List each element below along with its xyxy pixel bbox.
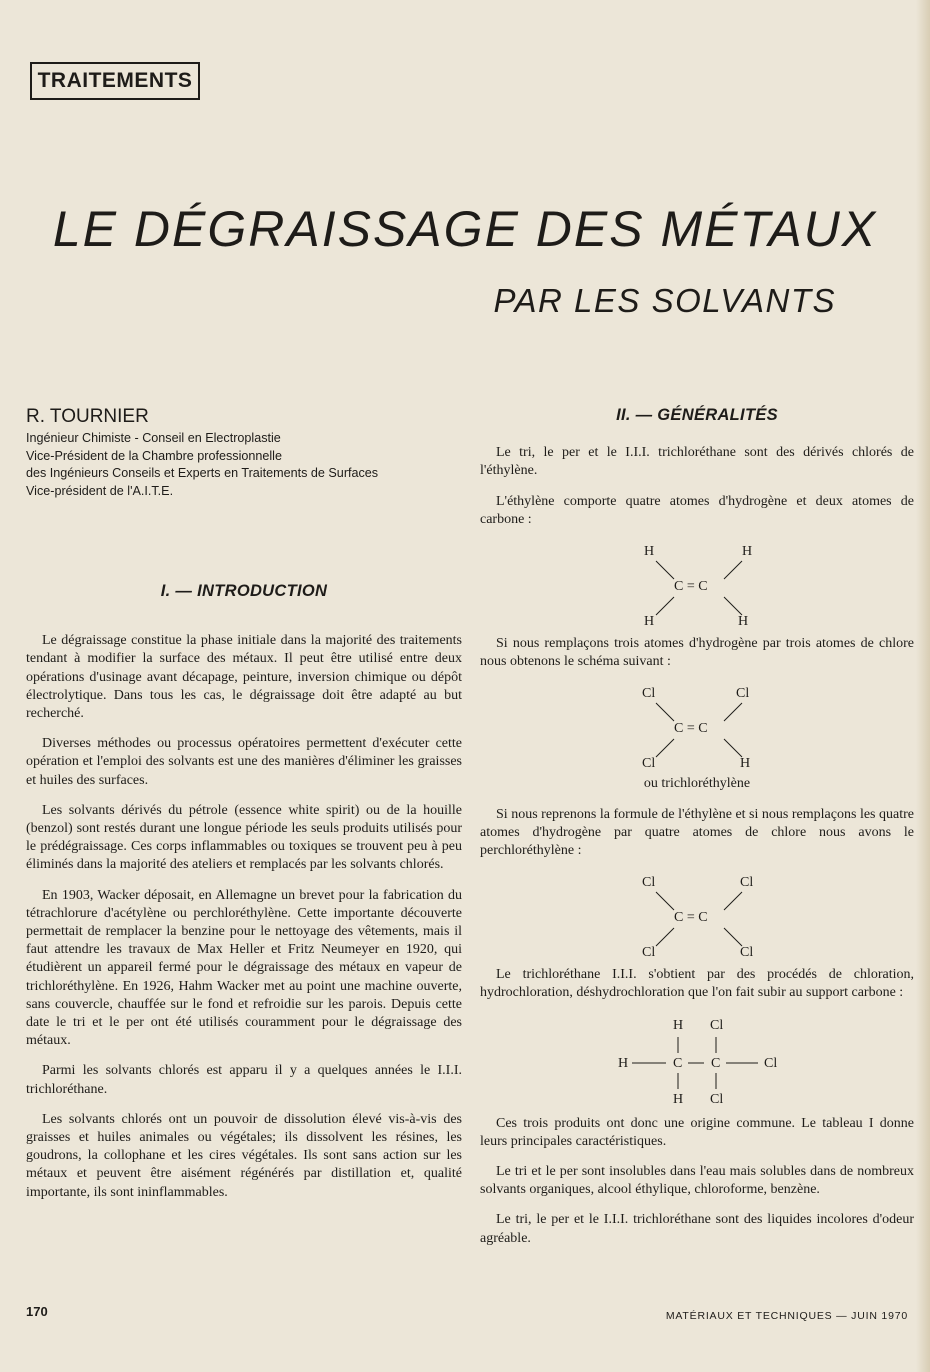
formula-atom: Cl: [642, 686, 656, 702]
formula-atom: H: [618, 1055, 629, 1071]
formula-caption: ou trichloréthylène: [643, 776, 751, 792]
formula-atom: H: [673, 1091, 684, 1107]
section-label: TRAITEMENTS: [30, 62, 200, 100]
formula-atom: Cl: [736, 686, 750, 702]
formula-atom: C: [711, 1055, 721, 1071]
trichloroethylene-formula: [480, 683, 914, 769]
author-block: [26, 404, 456, 500]
article-subtitle: PAR LES SOLVANTS: [493, 282, 836, 319]
intro-paragraph: Le dégraissage constitue la phase initiale dans la majorité des traitements tendant à modifier la surface des métaux. Il peut être utilisé entre deux opérations d'usinage avant décapage, peinture, inversion chimique ou dépôt électrolytique. Dans tous les cas, le dégraissage doit être adapté au but recherché.: [26, 633, 462, 722]
left-column: [26, 582, 462, 1214]
intro-paragraph: En 1903, Wacker déposait, en Allemagne un brevet pour la fabrication du tétrachlorure d'acétylène ou perchloréthylène. Cette importante découverte permettait de remplacer la benzine pour le nettoyage des vêtements, mais il faut attendre les travaux de Max Heller et Fritz Neumeyer en 1920, qui étudièrent un appareil fermé pour le dégraissage des métaux en vapeur de trichloréthylène. En 1926, Hahm Wacker met au point une machine ouverte, sans couvercle, chauffée sur le fond et refroidie sur les parois. Depuis cette date le tri et le per ont été utilisés couramment pour le dégraissage des métaux.: [26, 887, 462, 1049]
general-paragraph: L'éthylène comporte quatre atomes d'hydrogène et deux atomes de carbone :: [480, 493, 914, 527]
intro-heading: I. — INTRODUCTION: [160, 582, 328, 600]
general-paragraph: Le tri, le per et le I.I.I. trichloréthane sont des liquides incolores d'odeur agréable.: [480, 1212, 914, 1246]
author-name: R. TOURNIER: [26, 406, 149, 427]
formula-atom: H: [644, 614, 655, 628]
journal-footer: MATÉRIAUX ET TECHNIQUES — JUIN 1970: [665, 1310, 908, 1322]
formula-atom: Cl: [642, 756, 656, 770]
formula-atom: Cl: [740, 945, 754, 959]
formula-atom: H: [738, 614, 749, 628]
formula-bond: C = C: [674, 910, 708, 926]
page-number: 170: [26, 1304, 48, 1319]
intro-paragraph: Diverses méthodes ou processus opératoires permettent d'exécuter cette opération et l'emploi des solvants est une des manières d'éliminer les graisses et huiles des surfaces.: [26, 736, 462, 788]
author-role: Vice-président de l'A.I.T.E.: [26, 483, 174, 498]
formula-atom: H: [644, 544, 655, 560]
general-paragraph: Le tri, le per et le I.I.I. trichloréthane sont des dérivés chlorés de l'éthylène.: [480, 445, 914, 479]
intro-paragraph: Les solvants dérivés du pétrole (essence white spirit) ou de la houille (benzol) sont restés durant une longue période les seuls produits utilisés pour le prédégraissage. Ces corps inflammables ou toxiques se trouvent peu à peu éliminés dans la majorité des ateliers et remplacés par les solvants chlorés.: [26, 802, 462, 873]
author-role: des Ingénieurs Conseils et Experts en Traitements de Surfaces: [26, 466, 379, 480]
article-title: LE DÉGRAISSAGE DES MÉTAUX: [52, 201, 878, 257]
author-role: Vice-Président de la Chambre professionnelle: [26, 448, 282, 463]
intro-paragraph: Parmi les solvants chlorés est apparu il y a quelques années le I.I.I. trichloréthane.: [26, 1063, 462, 1097]
formula-atom: H: [740, 756, 751, 770]
formula-atom: Cl: [642, 945, 656, 959]
general-paragraph: Ces trois produits ont donc une origine commune. Le tableau I donne leurs principales caractéristiques.: [480, 1115, 914, 1149]
ethylene-formula: [480, 541, 914, 627]
formula-atom: Cl: [710, 1017, 724, 1033]
intro-paragraph: Les solvants chlorés ont un pouvoir de dissolution élevé vis-à-vis des graisses et huiles animales ou végétales; ils dissolvent les résines, les goudrons, la collophane et les cires végétales. Ils sont sans action sur les métaux et peuvent être aisément régénérés par distillation et, qualité importante, ils sont ininflammables.: [26, 1111, 462, 1200]
perchloroethylene-formula: [480, 872, 914, 958]
formula-atom: H: [673, 1017, 684, 1033]
general-paragraph: Le tri et le per sont insolubles dans l'eau mais solubles dans de nombreux solvants organiques, alcool éthylique, chloroforme, benzène.: [480, 1164, 914, 1198]
formula-atom: C: [673, 1055, 683, 1071]
formula-atom: Cl: [710, 1091, 724, 1107]
general-paragraph: Le trichloréthane I.I.I. s'obtient par des procédés de chloration, hydrochloration, déshydrochloration que l'on fait subir au support carbone :: [480, 967, 914, 1001]
formula-bond: C = C: [674, 579, 708, 595]
formula-atom: Cl: [740, 875, 754, 891]
general-paragraph: Si nous remplaçons trois atomes d'hydrogène par trois atomes de chlore nous obtenons le schéma suivant :: [480, 636, 914, 670]
trichloroethane-formula: [480, 1015, 914, 1107]
formula-atom: H: [742, 544, 753, 560]
author-role: Ingénieur Chimiste - Conseil en Electroplastie: [26, 431, 281, 445]
general-heading: II. — GÉNÉRALITÉS: [616, 406, 778, 424]
right-column: [480, 406, 914, 1260]
formula-atom: Cl: [642, 875, 656, 891]
formula-bond: C = C: [674, 721, 708, 737]
formula-atom: Cl: [764, 1055, 778, 1071]
general-paragraph: Si nous reprenons la formule de l'éthylène et si nous remplaçons les quatre atomes d'hydrogène par quatre atomes de chlore nous avons le perchloréthylène :: [480, 806, 914, 859]
